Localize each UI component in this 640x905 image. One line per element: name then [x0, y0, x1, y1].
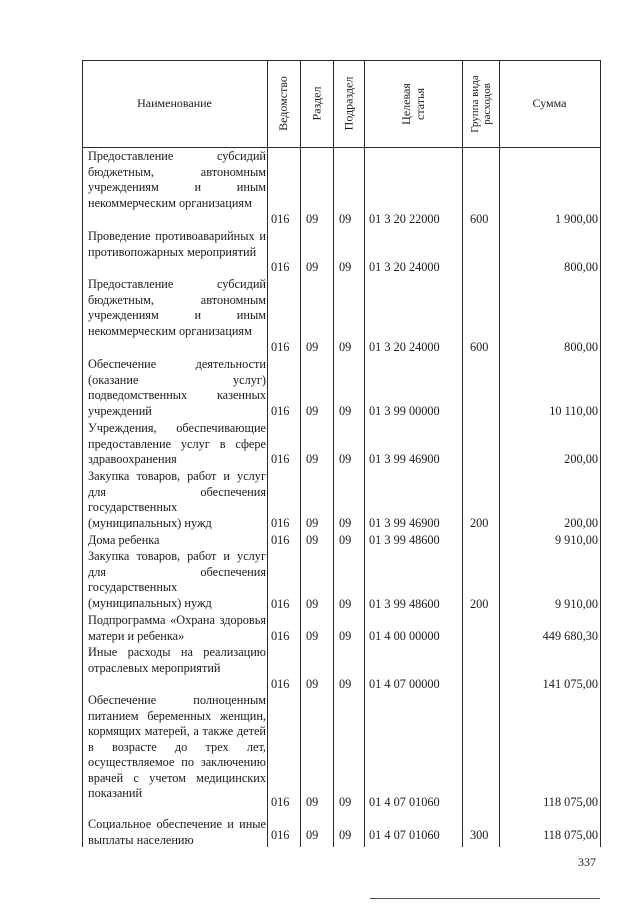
- row-8-amount: 9 910,00: [554, 597, 598, 611]
- row-12-article: 01 4 07 01060: [369, 828, 440, 842]
- row-1-dept: 016: [271, 212, 290, 226]
- row-3-subsection: 09: [339, 340, 352, 354]
- row-5-section: 09: [306, 452, 319, 466]
- row-1-amount: 1 900,00: [554, 212, 598, 226]
- row-1-section: 09: [306, 212, 319, 226]
- row-1-article: 01 3 20 22000: [369, 212, 440, 226]
- header-expense-group-line1: Группа вида: [468, 74, 481, 133]
- row-5-subsection: 09: [339, 452, 352, 466]
- row-8-name: Закупка товаров, работ и услуг для обеспечения государственных (муниципальных) нужд: [88, 549, 266, 610]
- row-12-amount: 118 075,00: [543, 828, 598, 842]
- row-4-dept: 016: [271, 404, 290, 418]
- row-7-article: 01 3 99 48600: [369, 533, 440, 547]
- row-3-dept: 016: [271, 340, 290, 354]
- row-6-dept: 016: [271, 516, 290, 530]
- header-bottom-border: [82, 147, 600, 148]
- col-border-section: [333, 60, 334, 847]
- header-amount-text: Сумма: [532, 96, 567, 110]
- row-8-section: 09: [306, 597, 319, 611]
- row-9-article: 01 4 00 00000: [369, 629, 440, 643]
- row-12-section: 09: [306, 828, 319, 842]
- header-expense-group: [462, 60, 499, 147]
- header-expense-group-line2: расходов: [480, 82, 493, 125]
- row-9-name: Подпрограмма «Охрана здоровья матери и ребенка»: [88, 613, 266, 643]
- row-7-name: Дома ребенка: [88, 533, 160, 547]
- row-4-subsection: 09: [339, 404, 352, 418]
- row-7-dept: 016: [271, 533, 290, 547]
- header-target-article-line2: статья: [412, 87, 427, 120]
- row-12-group: 300: [470, 828, 489, 842]
- row-11-dept: 016: [271, 795, 290, 809]
- row-3-article: 01 3 20 24000: [369, 340, 440, 354]
- row-7-amount: 9 910,00: [554, 533, 598, 547]
- row-7-subsection: 09: [339, 533, 352, 547]
- header-amount: [499, 60, 600, 147]
- col-border-right: [600, 60, 601, 847]
- row-10-amount: 141 075,00: [542, 677, 598, 691]
- header-name: [82, 60, 267, 147]
- header-target-article-line1: Целевая: [398, 82, 413, 125]
- row-10-article: 01 4 07 00000: [369, 677, 440, 691]
- row-2-amount: 800,00: [564, 260, 598, 274]
- header-section: [300, 60, 333, 147]
- page-number: 337: [578, 855, 596, 869]
- row-4-article: 01 3 99 00000: [369, 404, 440, 418]
- row-10-name: Иные расходы на реализацию отраслевых мероприятий: [88, 645, 266, 675]
- row-12-dept: 016: [271, 828, 290, 842]
- row-5-article: 01 3 99 46900: [369, 452, 440, 466]
- row-10-subsection: 09: [339, 677, 352, 691]
- header-department: [267, 60, 300, 147]
- row-5-dept: 016: [271, 452, 290, 466]
- row-11-name: Обеспечение полноценным питанием беременных женщин, кормящих матерей, а также детей в возрасте до трех лет, осуществляемое по заключению врачей с учетом медицинских показаний: [88, 693, 266, 800]
- row-1-subsection: 09: [339, 212, 352, 226]
- row-8-subsection: 09: [339, 597, 352, 611]
- row-1-name: Предоставление субсидий бюджетным, автономным учреждениям и иным некоммерческим организациям: [88, 149, 266, 210]
- scan-footer-line: [370, 898, 600, 899]
- col-border-left: [82, 60, 83, 847]
- row-2-section: 09: [306, 260, 319, 274]
- row-8-dept: 016: [271, 597, 290, 611]
- row-11-section: 09: [306, 795, 319, 809]
- row-5-name: Учреждения, обеспечивающие предоставление услуг в сфере здравоохранения: [88, 421, 266, 466]
- row-8-group: 200: [470, 597, 489, 611]
- row-4-section: 09: [306, 404, 319, 418]
- row-6-subsection: 09: [339, 516, 352, 530]
- col-border-name: [267, 60, 268, 847]
- row-4-name: Обеспечение деятельности (оказание услуг) подведомственных казенных учреждений: [88, 357, 266, 418]
- row-6-section: 09: [306, 516, 319, 530]
- row-6-article: 01 3 99 46900: [369, 516, 440, 530]
- row-12-subsection: 09: [339, 828, 352, 842]
- row-6-amount: 200,00: [564, 516, 598, 530]
- row-3-group: 600: [470, 340, 489, 354]
- row-2-subsection: 09: [339, 260, 352, 274]
- row-9-dept: 016: [271, 629, 290, 643]
- row-2-article: 01 3 20 24000: [369, 260, 440, 274]
- header-subsection-text: Подраздел: [341, 76, 356, 131]
- row-4-amount: 10 110,00: [549, 404, 598, 418]
- header-target-article: [364, 60, 462, 147]
- col-border-article: [462, 60, 463, 847]
- row-11-article: 01 4 07 01060: [369, 795, 440, 809]
- header-section-text: Раздел: [309, 86, 324, 121]
- row-10-section: 09: [306, 677, 319, 691]
- row-9-subsection: 09: [339, 629, 352, 643]
- budget-table: [82, 60, 600, 847]
- row-3-name: Предоставление субсидий бюджетным, автономным учреждениям и иным некоммерческим организациям: [88, 277, 266, 338]
- row-11-subsection: 09: [339, 795, 352, 809]
- col-border-dept: [300, 60, 301, 847]
- row-10-dept: 016: [271, 677, 290, 691]
- row-2-name: Проведение противоаварийных и противопожарных мероприятий: [88, 229, 266, 259]
- col-border-subsection: [364, 60, 365, 847]
- row-6-group: 200: [470, 516, 489, 530]
- row-3-section: 09: [306, 340, 319, 354]
- header-target-article-text: [399, 83, 427, 125]
- row-1-group: 600: [470, 212, 489, 226]
- header-expense-group-text: [469, 75, 493, 133]
- row-7-section: 09: [306, 533, 319, 547]
- row-3-amount: 800,00: [564, 340, 598, 354]
- header-subsection: [333, 60, 364, 147]
- row-5-amount: 200,00: [564, 452, 598, 466]
- row-6-name: Закупка товаров, работ и услуг для обеспечения государственных (муниципальных) нужд: [88, 469, 266, 530]
- row-9-amount: 449 680,30: [542, 629, 598, 643]
- header-department-text: Ведомство: [276, 76, 291, 131]
- row-11-amount: 118 075,00: [543, 795, 598, 809]
- row-12-name: Социальное обеспечение и иные выплаты населению: [88, 817, 266, 847]
- row-8-article: 01 3 99 48600: [369, 597, 440, 611]
- row-2-dept: 016: [271, 260, 290, 274]
- header-name-text: Наименование: [137, 96, 212, 110]
- row-9-section: 09: [306, 629, 319, 643]
